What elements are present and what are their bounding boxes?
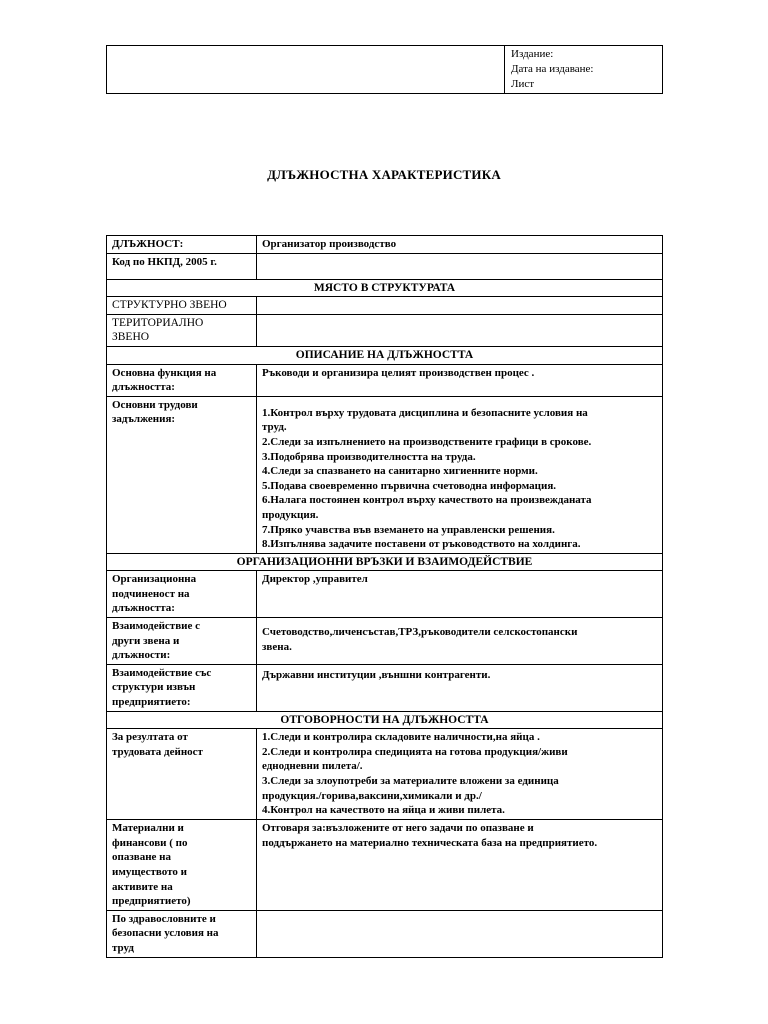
external-interaction-label [107,664,257,711]
internal-interaction-label [107,618,257,665]
duty-line: 6.Налага постоянен контрол върху качеството на произвежданата [262,494,592,507]
material-financial-line: Отговаря за:възложените от него задачи по опазване и [262,822,534,835]
health-safety-label [107,910,257,957]
section-description: ОПИСАНИЕ НА ДЛЪЖНОСТТА [107,346,663,364]
duty-line: 5.Подава своевременно първична счетоводна информация. [262,479,557,492]
work-results-line: 1.Следи и контролира складовите наличности,на яйца . [262,731,540,744]
material-financial-value [257,820,663,911]
internal-interaction-value [257,618,663,665]
duty-line: труд. [262,421,287,434]
material-financial-label-line: Материални и [112,822,184,835]
work-results-line: продукция./горива,ваксини,химикали и др./ [262,789,482,802]
section-responsibilities: ОТГОВОРНОСТИ НА ДЛЪЖНОСТТА [107,711,663,729]
main-function-label-line: Основна функция на [112,366,217,379]
nkpd-value [257,253,663,279]
work-results-line: еднодневни пилета/. [262,760,363,773]
structural-unit-value [257,297,663,315]
work-results-label-line: трудовата дейност [112,745,203,758]
material-financial-label-line: опазване на [112,851,172,864]
work-results-line: 4.Контрол на качеството на яйца и живи пилета. [262,804,505,817]
health-safety-label-line: По здравословните и [112,912,216,925]
duty-line: 2.Следи за изпълнението на производствените графици в срокове. [262,435,592,448]
main-duties-list [257,396,663,553]
structural-unit-label: СТРУКТУРНО ЗВЕНО [107,297,257,315]
work-results-label-line: За резултата от [112,731,188,744]
header-sheet: Лист [511,78,535,90]
main-duties-label-line: задължения: [112,413,176,426]
work-results-line: 2.Следи и контролира спедицията на готова продукция/живи [262,745,568,758]
internal-interaction-line: звена. [262,640,292,653]
work-results-label [107,729,257,820]
duty-line: продукция. [262,508,319,521]
subordination-label-line: длъжността: [112,602,175,615]
external-interaction-label-line: Взаимодействие със [112,666,212,679]
health-safety-value [257,910,663,957]
work-results-list [257,729,663,820]
material-financial-line: поддържането на материално техническата база на предприятието. [262,836,598,849]
internal-interaction-label-line: длъжности: [112,649,171,662]
material-financial-label-line: активите на [112,880,173,893]
health-safety-label-line: труд [112,941,134,954]
territorial-unit-value [257,314,663,346]
duty-line: 3.Подобрява производителността на труда. [262,450,476,463]
duty-line: 1.Контрол върху трудовата дисциплина и безопасните условия на [262,406,588,419]
subordination-label-line: подчиненост на [112,587,190,600]
territorial-unit-label-line: ТЕРИТОРИАЛНО [112,316,204,329]
health-safety-label-line: безопасни условия на [112,927,219,940]
section-relations: ОРГАНИЗАЦИОННИ ВРЪЗКИ И ВЗАИМОДЕЙСТВИЕ [107,553,663,571]
subordination-label-line: Организационна [112,573,197,586]
external-interaction-label-line: предприятието: [112,696,191,709]
section-structure: МЯСТО В СТРУКТУРАТА [107,279,663,297]
material-financial-label-line: финансови ( по [112,836,188,849]
material-financial-label-line: предприятието) [112,895,191,908]
duty-line: 7.Пряко учавства във вземането на управленски решения. [262,523,555,536]
duty-line: 4.Следи за спазването на санитарно хигиенните норми. [262,465,538,478]
position-label: ДЛЪЖНОСТ: [107,236,257,254]
subordination-value: Директор ,управител [257,571,663,618]
material-financial-label-line: имуществото и [112,866,187,878]
document-title: ДЛЪЖНОСТНА ХАРАКТЕРИСТИКА [267,167,501,182]
header-edition: Издание: [511,48,554,60]
external-interaction-label-line: структури извън [112,681,196,694]
header-blank-cell [107,46,505,94]
main-function-value: Ръководи и организира целият производствен процес . [257,364,663,396]
work-results-line: 3.Следи за злоупотреби за материалите вложени за единица [262,775,559,787]
main-function-label-line: длъжността: [112,381,175,394]
internal-interaction-label-line: други звена и [112,634,180,647]
material-financial-label [107,820,257,911]
duty-line: 8.Изпълнява задачите поставени от ръководството на холдинга. [262,538,581,551]
document-header-table [106,45,663,94]
nkpd-label: Код по НКПД, 2005 г. [107,253,257,279]
main-duties-label [107,396,257,553]
territorial-unit-label-line: ЗВЕНО [112,331,150,344]
subordination-label [107,571,257,618]
position-value: Организатор производство [257,236,663,254]
main-duties-label-line: Основни трудови [112,398,198,411]
header-info-cell [505,46,663,94]
header-issue-date: Дата на издаване: [511,63,594,75]
territorial-unit-label [107,314,257,346]
internal-interaction-label-line: Взаимодействие с [112,620,200,633]
main-function-label [107,364,257,396]
job-description-table [106,235,663,958]
external-interaction-value: Държавни институции ,външни контрагенти. [257,664,663,711]
internal-interaction-line: Счетоводство,личенсъстав,ТРЗ,ръководители селскостопански [262,626,578,639]
